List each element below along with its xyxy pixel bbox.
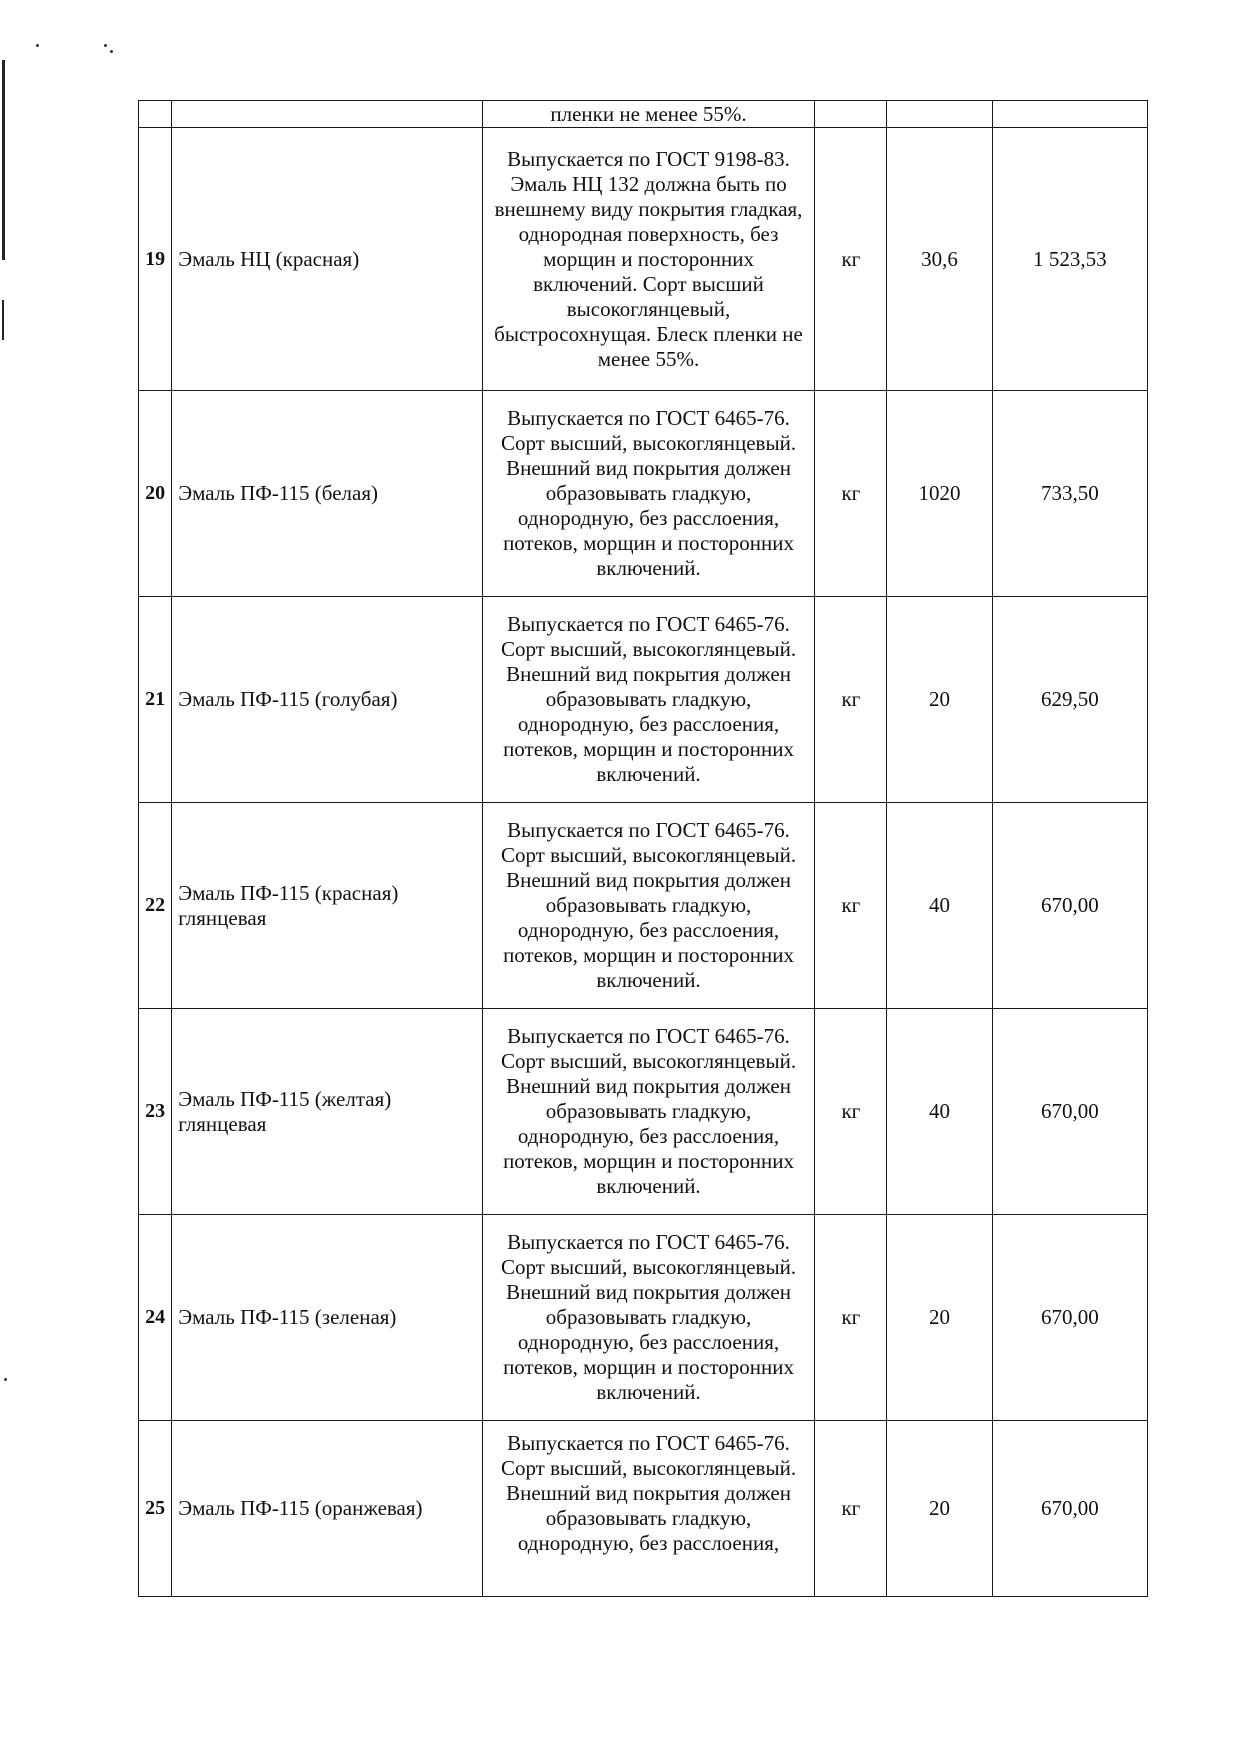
unit-cell: кг bbox=[815, 391, 887, 597]
item-name-cell: Эмаль ПФ-115 (желтая) глянцевая bbox=[172, 1009, 482, 1215]
item-name-cell bbox=[172, 101, 482, 128]
scan-speck bbox=[4, 1378, 7, 1381]
table-row-continuation bbox=[139, 101, 1148, 128]
price-cell: 629,50 bbox=[992, 597, 1147, 803]
row-number-cell: 23 bbox=[139, 1009, 172, 1215]
item-name-cell: Эмаль ПФ-115 (голубая) bbox=[172, 597, 482, 803]
row-number-cell: 20 bbox=[139, 391, 172, 597]
row-number-cell: 22 bbox=[139, 803, 172, 1009]
item-description-cell: Выпускается по ГОСТ 6465-76. Сорт высший, высокоглянцевый. Внешний вид покрытия должен образовывать гладкую, однородную, без расслоения, потеков, морщин и посторонних включений. bbox=[482, 391, 815, 597]
price-cell: 733,50 bbox=[992, 391, 1147, 597]
quantity-cell: 40 bbox=[887, 803, 992, 1009]
price-cell: 670,00 bbox=[992, 803, 1147, 1009]
table-row bbox=[139, 1009, 1148, 1215]
unit-cell: кг bbox=[815, 803, 887, 1009]
row-number-cell: 19 bbox=[139, 128, 172, 391]
scan-speck bbox=[36, 44, 39, 47]
table-row bbox=[139, 1421, 1148, 1597]
quantity-cell: 30,6 bbox=[887, 128, 992, 391]
table-row bbox=[139, 597, 1148, 803]
item-description-cell: Выпускается по ГОСТ 6465-76. Сорт высший, высокоглянцевый. Внешний вид покрытия должен образовывать гладкую, однородную, без расслоения, bbox=[482, 1421, 815, 1597]
quantity-cell: 20 bbox=[887, 1215, 992, 1421]
quantity-cell: 40 bbox=[887, 1009, 992, 1215]
price-cell: 1 523,53 bbox=[992, 128, 1147, 391]
price-cell: 670,00 bbox=[992, 1215, 1147, 1421]
materials-table bbox=[138, 100, 1148, 1597]
price-cell: 670,00 bbox=[992, 1009, 1147, 1215]
item-description-cell: Выпускается по ГОСТ 6465-76. Сорт высший, высокоглянцевый. Внешний вид покрытия должен образовывать гладкую, однородную, без расслоения, потеков, морщин и посторонних включений. bbox=[482, 597, 815, 803]
price-cell: 670,00 bbox=[992, 1421, 1147, 1597]
quantity-cell: 20 bbox=[887, 597, 992, 803]
scan-edge-mark bbox=[2, 60, 5, 260]
scan-speck bbox=[110, 50, 113, 53]
row-number-cell: 21 bbox=[139, 597, 172, 803]
price-cell bbox=[992, 101, 1147, 128]
item-name-cell: Эмаль НЦ (красная) bbox=[172, 128, 482, 391]
item-name-cell: Эмаль ПФ-115 (оранжевая) bbox=[172, 1421, 482, 1597]
item-description-cell: Выпускается по ГОСТ 6465-76. Сорт высший, высокоглянцевый. Внешний вид покрытия должен образовывать гладкую, однородную, без расслоения, потеков, морщин и посторонних включений. bbox=[482, 803, 815, 1009]
row-number-cell bbox=[139, 101, 172, 128]
item-description-cell: Выпускается по ГОСТ 6465-76. Сорт высший, высокоглянцевый. Внешний вид покрытия должен образовывать гладкую, однородную, без расслоения, потеков, морщин и посторонних включений. bbox=[482, 1009, 815, 1215]
table-row bbox=[139, 803, 1148, 1009]
unit-cell: кг bbox=[815, 1215, 887, 1421]
item-name-cell: Эмаль ПФ-115 (зеленая) bbox=[172, 1215, 482, 1421]
scan-edge-mark bbox=[2, 300, 4, 340]
scan-speck bbox=[104, 44, 107, 47]
row-number-cell: 24 bbox=[139, 1215, 172, 1421]
quantity-cell bbox=[887, 101, 992, 128]
quantity-cell: 20 bbox=[887, 1421, 992, 1597]
unit-cell: кг bbox=[815, 1009, 887, 1215]
table-row bbox=[139, 391, 1148, 597]
item-description-cell: пленки не менее 55%. bbox=[482, 101, 815, 128]
unit-cell: кг bbox=[815, 1421, 887, 1597]
unit-cell: кг bbox=[815, 128, 887, 391]
item-description-cell: Выпускается по ГОСТ 9198-83. Эмаль НЦ 132 должна быть по внешнему виду покрытия гладкая, однородная поверхность, без морщин и посторонних включений. Сорт высший высокоглянцевый, быстросохнущая. Блеск пленки не менее 55%. bbox=[482, 128, 815, 391]
table-row bbox=[139, 1215, 1148, 1421]
item-name-cell: Эмаль ПФ-115 (красная) глянцевая bbox=[172, 803, 482, 1009]
row-number-cell: 25 bbox=[139, 1421, 172, 1597]
unit-cell bbox=[815, 101, 887, 128]
item-name-cell: Эмаль ПФ-115 (белая) bbox=[172, 391, 482, 597]
unit-cell: кг bbox=[815, 597, 887, 803]
item-description-cell: Выпускается по ГОСТ 6465-76. Сорт высший, высокоглянцевый. Внешний вид покрытия должен образовывать гладкую, однородную, без расслоения, потеков, морщин и посторонних включений. bbox=[482, 1215, 815, 1421]
table-row bbox=[139, 128, 1148, 391]
quantity-cell: 1020 bbox=[887, 391, 992, 597]
